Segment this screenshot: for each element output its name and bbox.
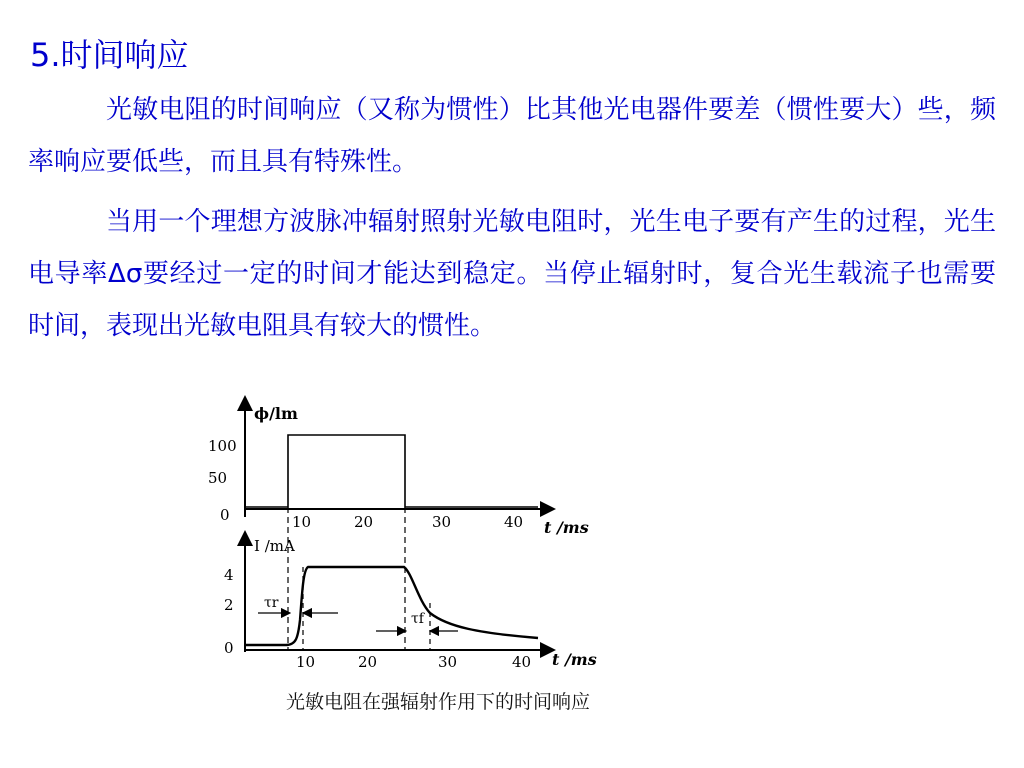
flux-x-tick-30: 30 (432, 513, 452, 531)
fall-time-label-text: τf (411, 611, 424, 627)
response-plots (168, 395, 708, 685)
flux-x-tick-20: 20 (354, 513, 374, 531)
current-x-tick-40: 40 (512, 653, 532, 671)
current-x-label: t /ms (552, 650, 597, 669)
flux-y-tick-100: 100 (208, 437, 237, 455)
current-x-tick-30: 30 (438, 653, 458, 671)
current-x-tick-10: 10 (296, 653, 316, 671)
current-x-tick-20: 20 (358, 653, 378, 671)
flux-y-tick-0: 0 (220, 506, 230, 524)
current-response-curve (245, 567, 538, 645)
section-title: 时间响应 (60, 36, 189, 74)
current-y-tick-0: 0 (224, 639, 234, 657)
flux-y-label: ϕ/lm (254, 404, 298, 423)
current-y-tick-4: 4 (224, 566, 234, 584)
flux-x-label: t /ms (544, 518, 589, 537)
flux-y-tick-50: 50 (208, 469, 228, 487)
paragraph-inertia-intro: 光敏电阻的时间响应（又称为惯性）比其他光电器件要差（惯性要大）些，频率响应要低些，而且具有特殊性。 (28, 95, 996, 177)
paragraph-square-pulse: 当用一个理想方波脉冲辐射照射光敏电阻时，光生电子要有产生的过程，光生电导率Δσ要经过一定的时间才能达到稳定。当停止辐射时，复合光生载流子也需要时间，表现出光敏电阻具有较大的惯性。 (28, 207, 996, 341)
section-number: 5. (30, 36, 61, 74)
flux-pulse-line (245, 435, 538, 507)
rise-time-label: τr (264, 595, 279, 611)
section-heading (30, 30, 189, 76)
flux-x-tick-40: 40 (504, 513, 524, 531)
time-response-figure (168, 395, 708, 720)
current-y-label: I /mA (254, 537, 295, 555)
current-y-tick-2: 2 (224, 596, 234, 614)
current-plot (224, 537, 597, 671)
flux-x-tick-10: 10 (292, 513, 312, 531)
figure-caption: 光敏电阻在强辐射作用下的时间响应 (285, 691, 590, 713)
